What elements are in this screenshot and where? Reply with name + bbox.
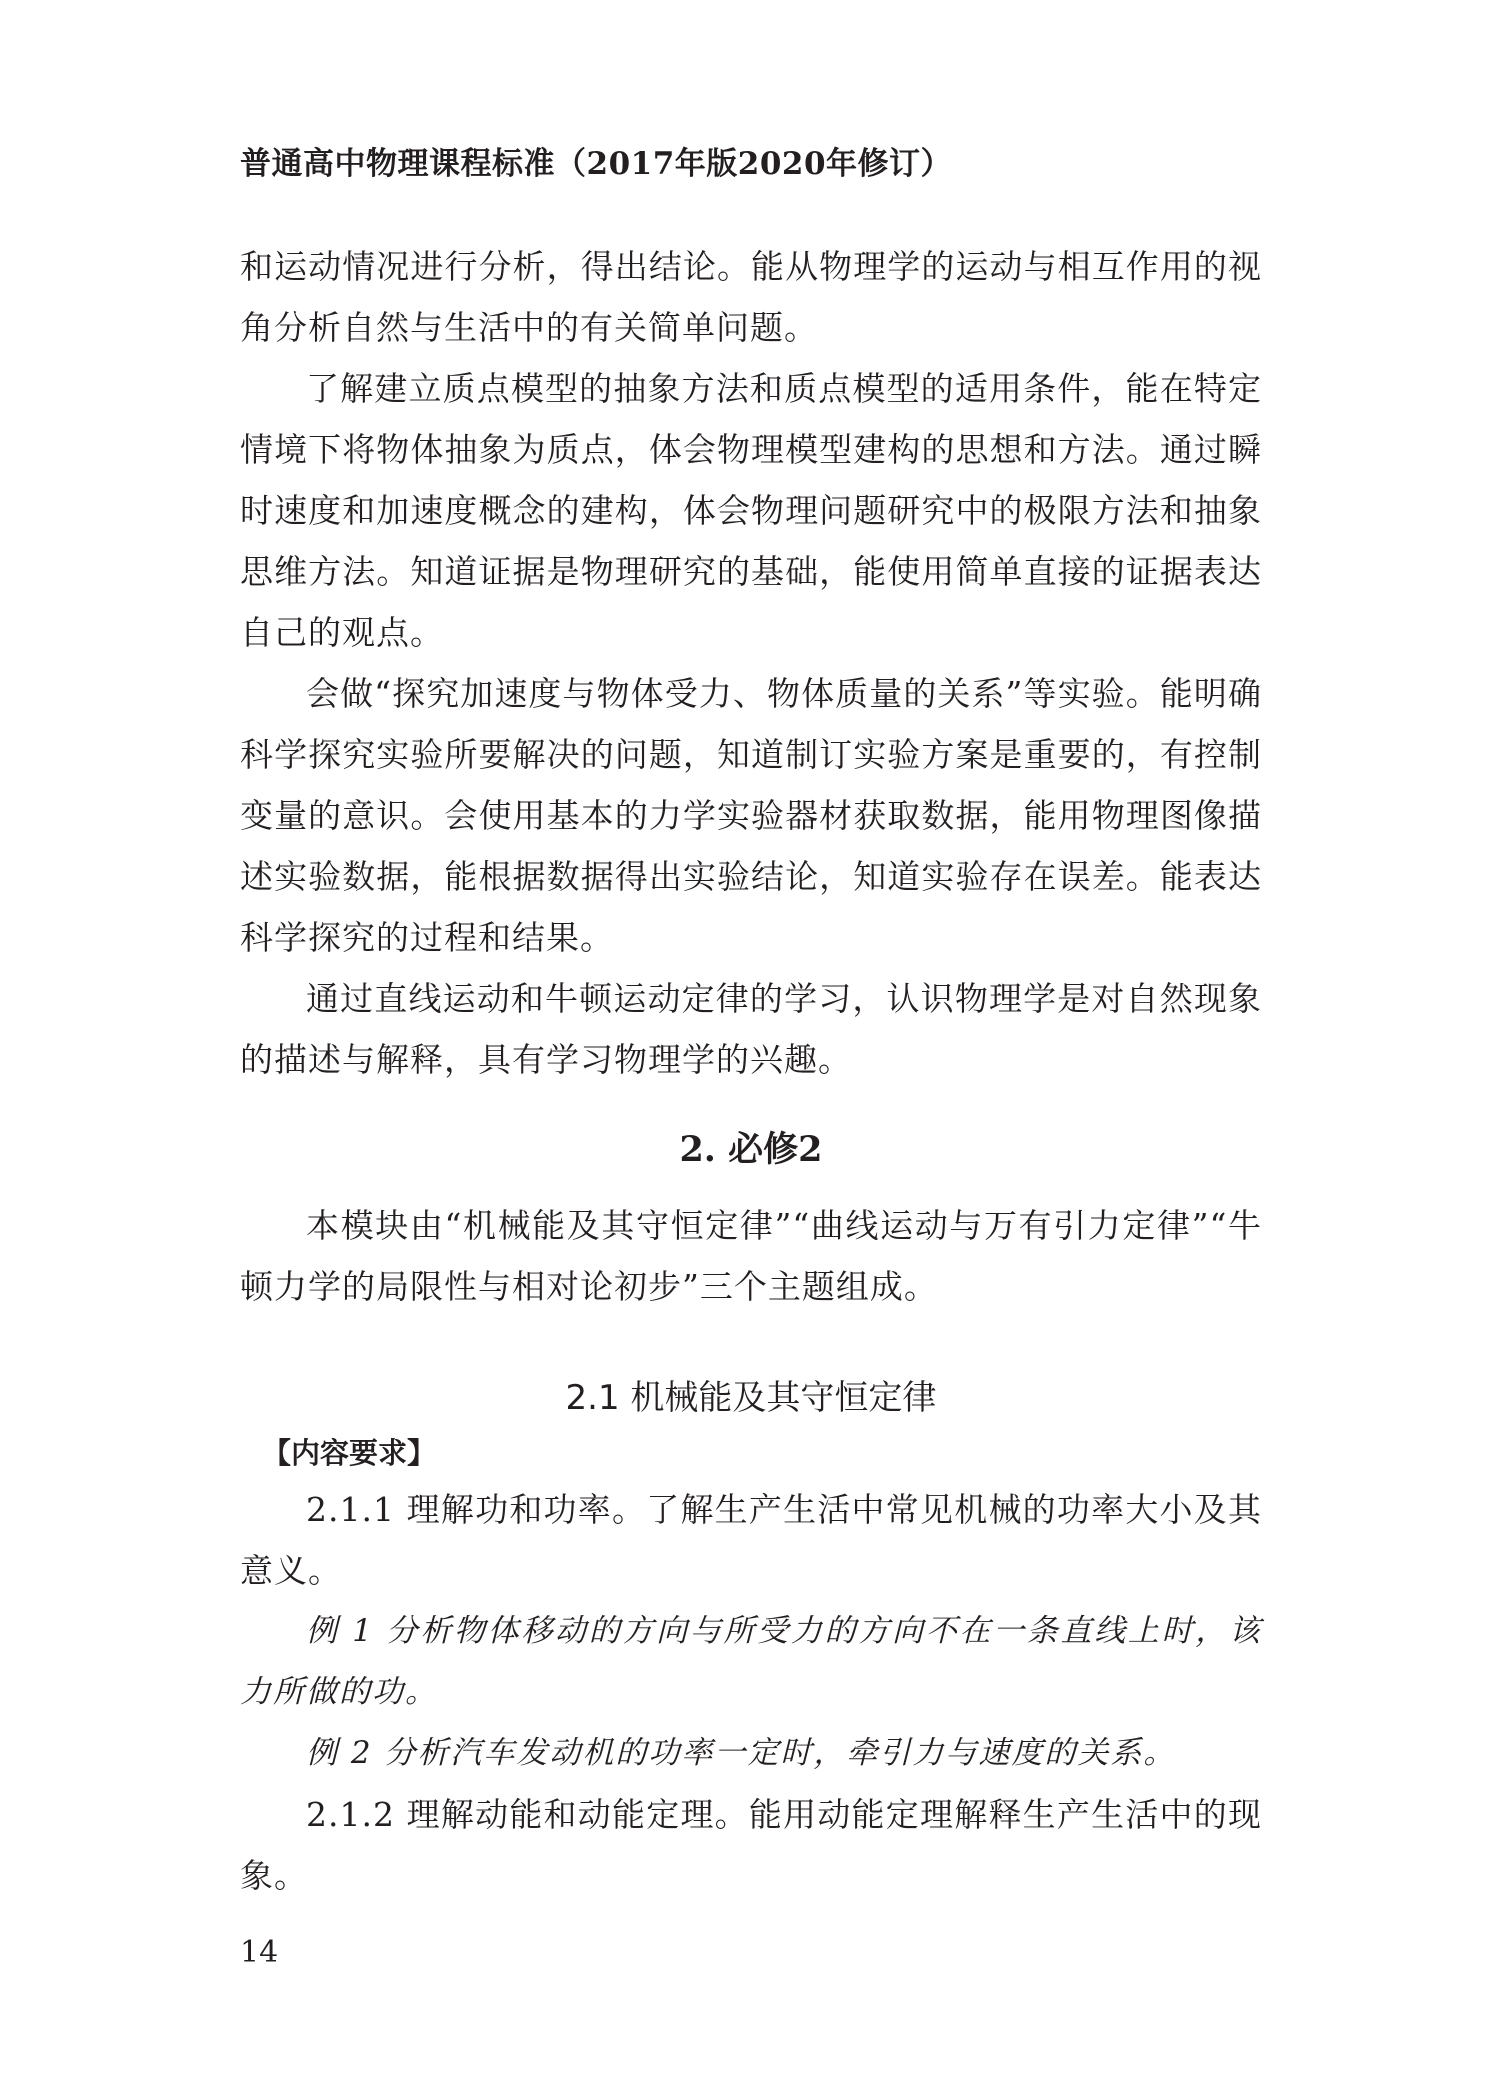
- content-requirements-label: 【内容要求】: [262, 1436, 437, 1470]
- paragraph-experiment: 会做“探究加速度与物体受力、物体质量的关系”等实验。能明确科学探究实验所要解决的问题，知道制订实验方案是重要的，有控制变量的意识。会使用基本的力学实验器材获取数据，能用物理图像描述实验数据，能根据数据得出实验结论，知道实验存在误差。能表达科学探究的过程和结果。: [240, 674, 1262, 957]
- topic-heading: 2.1 机械能及其守恒定律: [565, 1378, 937, 1418]
- example-2: 例 2 分析汽车发动机的功率一定时，牵引力与速度的关系。: [306, 1735, 1177, 1771]
- paragraph-newton-laws: 通过直线运动和牛顿运动定律的学习，认识物理学是对自然现象的描述与解释，具有学习物理学的兴趣。: [240, 979, 1262, 1079]
- requirement-2-1-1: 2.1.1 理解功和功率。了解生产生活中常见机械的功率大小及其意义。: [240, 1490, 1262, 1590]
- module-intro: 本模块由“机械能及其守恒定律”“曲线运动与万有引力定律”“牛顿力学的局限性与相对论初步”三个主题组成。: [240, 1206, 1262, 1306]
- example-1: 例 1 分析物体移动的方向与所受力的方向不在一条直线上时，该力所做的功。: [240, 1613, 1262, 1710]
- paragraph-particle-model: 了解建立质点模型的抽象方法和质点模型的适用条件，能在特定情境下将物体抽象为质点，体会物理模型建构的思想和方法。通过瞬时速度和加速度概念的建构，体会物理问题研究中的极限方法和抽象思维方法。知道证据是物理研究的基础，能使用简单直接的证据表达自己的观点。: [240, 369, 1262, 652]
- module-heading: 2. 必修2: [679, 1129, 823, 1170]
- running-head: 普通高中物理课程标准（2017年版2020年修订）: [240, 146, 953, 182]
- requirement-2-1-2: 2.1.2 理解动能和动能定理。能用动能定理解释生产生活中的现象。: [240, 1795, 1262, 1895]
- page-number: 14: [240, 1935, 279, 1970]
- body-content: [240, 236, 1262, 1906]
- paragraph-continuation: 和运动情况进行分析，得出结论。能从物理学的运动与相互作用的视角分析自然与生活中的有关简单问题。: [240, 247, 1262, 347]
